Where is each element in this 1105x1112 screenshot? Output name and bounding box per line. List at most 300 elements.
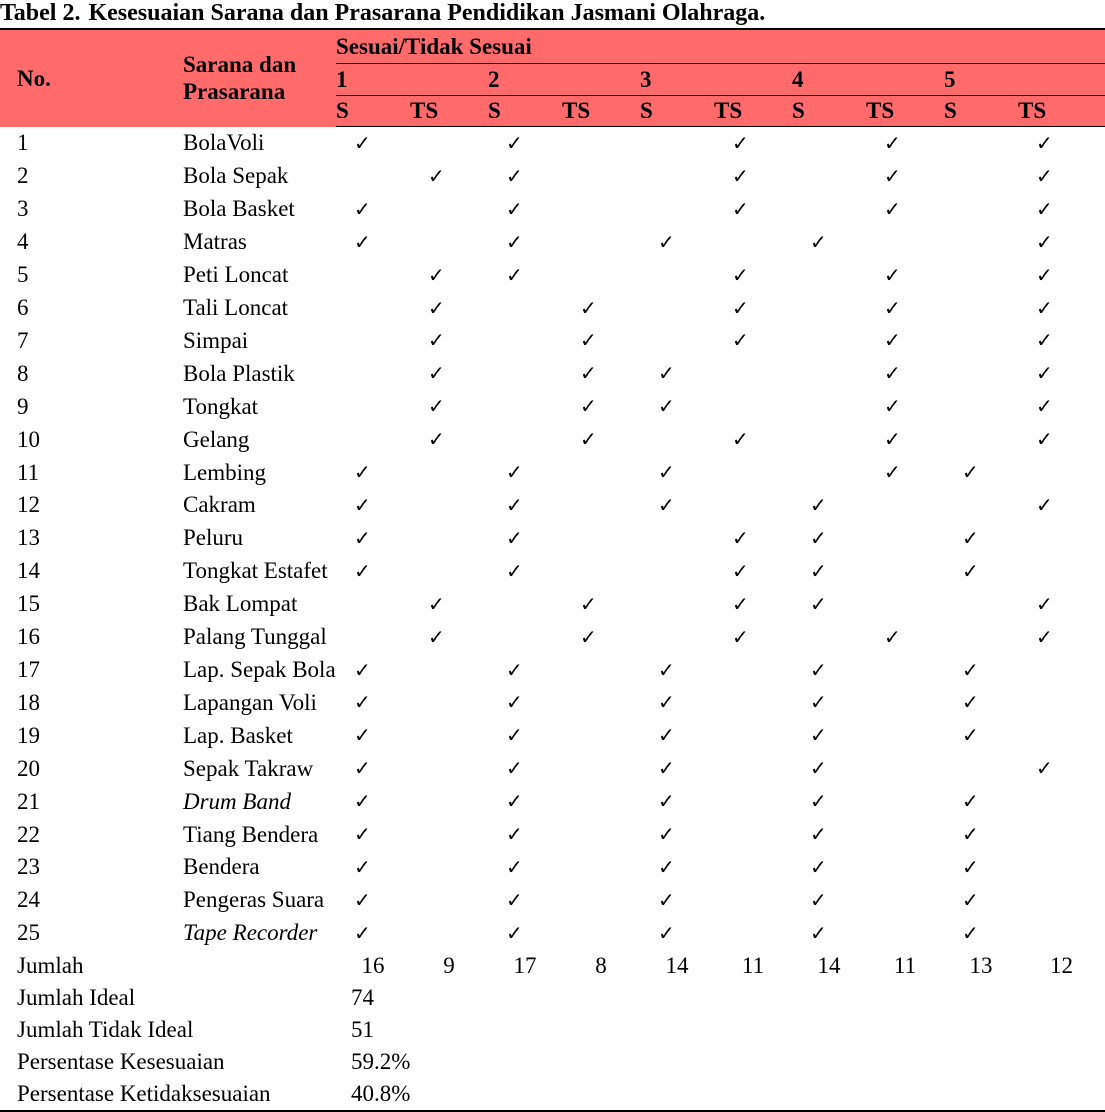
check-mark-icon: ✓ [962, 723, 979, 748]
cell-s [488, 621, 562, 654]
check-mark-icon: ✓ [884, 196, 901, 221]
cell-ts [1018, 555, 1105, 588]
cell-ts [410, 127, 488, 160]
header-ts-2: TS [562, 96, 640, 127]
cell-s [944, 522, 1018, 555]
caption-title: Kesesuaian Sarana dan Prasarana Pendidikan Jasmani Olahraga. [88, 0, 766, 26]
check-mark-icon: ✓ [354, 525, 371, 550]
check-mark-icon: ✓ [506, 229, 523, 254]
check-mark-icon: ✓ [354, 920, 371, 945]
row-item-name: Cakram [183, 492, 256, 518]
row-number: 10 [17, 426, 40, 452]
cell-ts [1018, 259, 1105, 292]
cell-ts [714, 555, 792, 588]
cell-ts [562, 324, 640, 357]
cell-s [488, 357, 562, 390]
cell-ts [1018, 654, 1105, 687]
check-mark-icon: ✓ [428, 163, 445, 188]
cell-ts [410, 621, 488, 654]
cell-s [488, 423, 562, 456]
cell-ts [410, 555, 488, 588]
table-row [0, 785, 1105, 818]
cell-s [336, 785, 410, 818]
cell-s [640, 160, 714, 193]
table-row [0, 357, 1105, 390]
cell-ts [410, 588, 488, 621]
cell-s [488, 160, 562, 193]
cell-s [792, 292, 866, 325]
check-mark-icon: ✓ [428, 328, 445, 353]
summary-ideal-value: 74 [351, 984, 374, 1010]
cell-ts [1018, 390, 1105, 423]
cell-ts [866, 884, 944, 917]
cell-s [944, 654, 1018, 687]
cell-ts [714, 423, 792, 456]
cell-ts [1018, 752, 1105, 785]
table-row [0, 160, 1105, 193]
check-mark-icon: ✓ [732, 196, 749, 221]
check-mark-icon: ✓ [1036, 196, 1053, 221]
cell-ts [1018, 686, 1105, 719]
cell-s [792, 884, 866, 917]
cell-s [944, 686, 1018, 719]
cell-s [488, 259, 562, 292]
cell-s [488, 654, 562, 687]
summary-jumlah-row [0, 950, 1105, 982]
cell-s [488, 522, 562, 555]
cell-ts [1018, 292, 1105, 325]
cell-s [640, 884, 714, 917]
cell-s [336, 522, 410, 555]
table-row [0, 719, 1105, 752]
cell-s [792, 555, 866, 588]
check-mark-icon: ✓ [732, 427, 749, 452]
cell-ts [1018, 851, 1105, 884]
row-number: 25 [17, 920, 40, 946]
cell-ts [410, 357, 488, 390]
check-mark-icon: ✓ [1036, 394, 1053, 419]
cell-ts [714, 456, 792, 489]
row-number: 8 [17, 360, 29, 386]
check-mark-icon: ✓ [884, 262, 901, 287]
check-mark-icon: ✓ [354, 723, 371, 748]
cell-s [944, 785, 1018, 818]
check-mark-icon: ✓ [732, 262, 749, 287]
table-row [0, 752, 1105, 785]
cell-ts [866, 621, 944, 654]
cell-s [488, 292, 562, 325]
cell-s [336, 292, 410, 325]
cell-s [488, 390, 562, 423]
cell-s [944, 127, 1018, 160]
check-mark-icon: ✓ [732, 295, 749, 320]
table-row [0, 489, 1105, 522]
check-mark-icon: ✓ [884, 460, 901, 485]
header-s-2: S [488, 96, 562, 127]
header-school-1: 1 [336, 64, 488, 96]
check-mark-icon: ✓ [580, 624, 597, 649]
table-row [0, 127, 1105, 160]
row-number: 17 [17, 657, 40, 682]
row-item-name: Lapangan Voli [183, 689, 317, 715]
check-mark-icon: ✓ [506, 460, 523, 485]
table-row [0, 621, 1105, 654]
cell-ts [410, 390, 488, 423]
cell-s [792, 522, 866, 555]
check-mark-icon: ✓ [506, 492, 523, 517]
check-mark-icon: ✓ [962, 887, 979, 912]
cell-ts [714, 818, 792, 851]
row-number: 6 [17, 295, 29, 321]
summary-jumlah-value: 17 [513, 952, 537, 978]
check-mark-icon: ✓ [354, 131, 371, 155]
check-mark-icon: ✓ [506, 854, 523, 879]
cell-ts [562, 686, 640, 719]
cell-s [336, 654, 410, 687]
check-mark-icon: ✓ [1036, 756, 1053, 781]
check-mark-icon: ✓ [1036, 624, 1053, 649]
cell-s [488, 884, 562, 917]
header-school-3: 3 [640, 64, 792, 96]
header-ts-3: TS [714, 96, 792, 127]
cell-s [488, 851, 562, 884]
cell-s [944, 324, 1018, 357]
row-item-name: Peti Loncat [183, 262, 289, 288]
cell-s [640, 390, 714, 423]
check-mark-icon: ✓ [658, 460, 675, 485]
check-mark-icon: ✓ [354, 229, 371, 254]
cell-s [944, 752, 1018, 785]
cell-s [336, 818, 410, 851]
cell-ts [410, 226, 488, 259]
cell-ts [1018, 522, 1105, 555]
summary-tidak-ideal-row [0, 1014, 1105, 1046]
cell-ts [562, 456, 640, 489]
check-mark-icon: ✓ [810, 854, 827, 879]
check-mark-icon: ✓ [732, 525, 749, 550]
check-mark-icon: ✓ [962, 690, 979, 715]
check-mark-icon: ✓ [506, 262, 523, 287]
row-item-name: Bola Sepak [183, 163, 289, 189]
cell-s [944, 917, 1018, 950]
check-mark-icon: ✓ [354, 196, 371, 221]
cell-ts [1018, 357, 1105, 390]
row-item-name: Simpai [183, 327, 249, 353]
cell-ts [866, 818, 944, 851]
cell-ts [562, 127, 640, 160]
check-mark-icon: ✓ [658, 361, 675, 386]
cell-ts [866, 785, 944, 818]
cell-s [640, 752, 714, 785]
cell-ts [410, 917, 488, 950]
table-row [0, 390, 1105, 423]
cell-ts [562, 555, 640, 588]
check-mark-icon: ✓ [884, 361, 901, 386]
cell-s [944, 851, 1018, 884]
row-item-name: Tape Recorder [183, 920, 318, 946]
check-mark-icon: ✓ [580, 591, 597, 616]
header-item-label: Sarana dan Prasarana [183, 52, 297, 105]
cell-ts [714, 752, 792, 785]
cell-ts [1018, 818, 1105, 851]
header-ts-4: TS [866, 96, 944, 127]
row-item-name: Bak Lompat [183, 591, 298, 617]
cell-ts [1018, 226, 1105, 259]
check-mark-icon: ✓ [884, 328, 901, 353]
check-mark-icon: ✓ [428, 427, 445, 452]
cell-s [944, 456, 1018, 489]
cell-s [792, 686, 866, 719]
cell-s [640, 522, 714, 555]
header-group: Sesuai/Tidak Sesuai [336, 29, 1105, 64]
cell-ts [866, 588, 944, 621]
table-row [0, 588, 1105, 621]
check-mark-icon: ✓ [810, 756, 827, 781]
summary-jumlah-value: 13 [969, 952, 993, 978]
cell-s [792, 752, 866, 785]
check-mark-icon: ✓ [580, 361, 597, 386]
check-mark-icon: ✓ [428, 262, 445, 287]
summary-ideal-row [0, 982, 1105, 1014]
cell-s [336, 390, 410, 423]
check-mark-icon: ✓ [506, 131, 523, 155]
cell-s [640, 127, 714, 160]
cell-ts [410, 686, 488, 719]
cell-s [488, 127, 562, 160]
cell-s [944, 588, 1018, 621]
cell-ts [410, 456, 488, 489]
row-number: 3 [17, 196, 29, 222]
summary-ideal-label: Jumlah Ideal [17, 984, 136, 1010]
cell-s [640, 851, 714, 884]
cell-ts [714, 226, 792, 259]
check-mark-icon: ✓ [732, 624, 749, 649]
cell-ts [410, 193, 488, 226]
check-mark-icon: ✓ [962, 822, 979, 847]
table-row [0, 851, 1105, 884]
cell-ts [866, 357, 944, 390]
cell-ts [714, 917, 792, 950]
cell-ts [1018, 423, 1105, 456]
cell-s [336, 621, 410, 654]
check-mark-icon: ✓ [506, 723, 523, 748]
cell-ts [866, 292, 944, 325]
cell-ts [410, 489, 488, 522]
summary-tidak-ideal-label: Jumlah Tidak Ideal [17, 1016, 194, 1042]
check-mark-icon: ✓ [658, 789, 675, 814]
cell-ts [562, 259, 640, 292]
cell-ts [410, 522, 488, 555]
table-row [0, 522, 1105, 555]
row-item-name: Lap. Basket [183, 722, 293, 748]
check-mark-icon: ✓ [810, 822, 827, 847]
cell-ts [562, 193, 640, 226]
check-mark-icon: ✓ [1036, 131, 1053, 155]
header-ts-5: TS [1018, 96, 1105, 127]
row-number: 16 [17, 624, 40, 650]
check-mark-icon: ✓ [506, 920, 523, 945]
cell-ts [410, 423, 488, 456]
check-mark-icon: ✓ [354, 887, 371, 912]
cell-ts [562, 423, 640, 456]
cell-ts [866, 193, 944, 226]
cell-ts [866, 555, 944, 588]
row-item-name: BolaVoli [183, 130, 265, 156]
cell-s [944, 555, 1018, 588]
check-mark-icon: ✓ [962, 789, 979, 814]
table-row [0, 324, 1105, 357]
check-mark-icon: ✓ [354, 460, 371, 485]
cell-ts [410, 292, 488, 325]
cell-ts [714, 160, 792, 193]
cell-s [640, 357, 714, 390]
cell-s [488, 588, 562, 621]
check-mark-icon: ✓ [732, 591, 749, 616]
check-mark-icon: ✓ [428, 361, 445, 386]
check-mark-icon: ✓ [354, 690, 371, 715]
cell-ts [562, 522, 640, 555]
cell-ts [714, 357, 792, 390]
cell-s [336, 719, 410, 752]
check-mark-icon: ✓ [810, 657, 827, 682]
row-number: 1 [17, 130, 29, 156]
cell-ts [866, 423, 944, 456]
cell-ts [866, 489, 944, 522]
table-body [0, 127, 1105, 950]
cell-ts [714, 522, 792, 555]
cell-s [336, 423, 410, 456]
check-mark-icon: ✓ [658, 756, 675, 781]
cell-ts [562, 818, 640, 851]
cell-ts [1018, 588, 1105, 621]
row-item-name: Tongkat [183, 393, 259, 419]
check-mark-icon: ✓ [732, 328, 749, 353]
cell-s [640, 193, 714, 226]
cell-ts [866, 127, 944, 160]
check-mark-icon: ✓ [658, 394, 675, 419]
check-mark-icon: ✓ [506, 657, 523, 682]
check-mark-icon: ✓ [810, 690, 827, 715]
cell-ts [410, 818, 488, 851]
cell-ts [410, 851, 488, 884]
table-row [0, 226, 1105, 259]
cell-ts [562, 160, 640, 193]
summary-kesesuaian-row [0, 1046, 1105, 1078]
cell-s [792, 621, 866, 654]
cell-ts [714, 654, 792, 687]
row-item-name: Matras [183, 229, 247, 255]
cell-ts [714, 324, 792, 357]
cell-s [944, 884, 1018, 917]
cell-s [792, 193, 866, 226]
row-item-name: Palang Tunggal [183, 624, 327, 650]
cell-s [640, 686, 714, 719]
cell-s [792, 785, 866, 818]
check-mark-icon: ✓ [658, 690, 675, 715]
cell-ts [410, 785, 488, 818]
header-school-4: 4 [792, 64, 944, 96]
check-mark-icon: ✓ [884, 295, 901, 320]
cell-s [792, 259, 866, 292]
check-mark-icon: ✓ [506, 558, 523, 583]
check-mark-icon: ✓ [884, 163, 901, 188]
cell-ts [866, 324, 944, 357]
cell-ts [562, 621, 640, 654]
cell-s [336, 884, 410, 917]
cell-s [944, 719, 1018, 752]
cell-s [792, 917, 866, 950]
check-mark-icon: ✓ [1036, 229, 1053, 254]
cell-ts [1018, 456, 1105, 489]
cell-ts [1018, 489, 1105, 522]
cell-s [336, 686, 410, 719]
row-number: 24 [17, 887, 40, 913]
summary-kesesuaian-value: 59.2% [351, 1048, 411, 1074]
check-mark-icon: ✓ [580, 427, 597, 452]
cell-s [336, 127, 410, 160]
header-item [84, 29, 336, 127]
row-item-name: Tongkat Estafet [183, 558, 328, 584]
check-mark-icon: ✓ [962, 854, 979, 879]
cell-s [944, 292, 1018, 325]
summary-jumlah-value: 16 [361, 952, 385, 978]
header-s-1: S [336, 96, 410, 127]
cell-ts [410, 884, 488, 917]
check-mark-icon: ✓ [732, 558, 749, 583]
check-mark-icon: ✓ [810, 558, 827, 583]
check-mark-icon: ✓ [810, 591, 827, 616]
caption-label: Tabel 2. [0, 0, 81, 26]
header-s-5: S [944, 96, 1018, 127]
cell-ts [562, 292, 640, 325]
table-row [0, 259, 1105, 292]
cell-ts [866, 686, 944, 719]
cell-ts [562, 785, 640, 818]
cell-s [792, 818, 866, 851]
cell-s [792, 588, 866, 621]
cell-ts [562, 390, 640, 423]
cell-s [488, 785, 562, 818]
check-mark-icon: ✓ [1036, 427, 1053, 452]
check-mark-icon: ✓ [810, 920, 827, 945]
check-mark-icon: ✓ [810, 723, 827, 748]
cell-ts [410, 160, 488, 193]
cell-ts [866, 226, 944, 259]
cell-s [336, 456, 410, 489]
row-item-name: Pengeras Suara [183, 887, 325, 913]
cell-ts [866, 522, 944, 555]
cell-ts [562, 752, 640, 785]
cell-ts [1018, 719, 1105, 752]
cell-ts [866, 851, 944, 884]
cell-ts [714, 719, 792, 752]
table-row [0, 423, 1105, 456]
check-mark-icon: ✓ [354, 657, 371, 682]
cell-s [640, 259, 714, 292]
check-mark-icon: ✓ [580, 295, 597, 320]
cell-ts [866, 390, 944, 423]
cell-ts [1018, 324, 1105, 357]
table-row [0, 917, 1105, 950]
row-number: 2 [17, 163, 29, 189]
row-item-name: Peluru [183, 525, 244, 551]
cell-s [640, 292, 714, 325]
cell-s [944, 489, 1018, 522]
row-number: 23 [17, 854, 40, 880]
cell-s [488, 752, 562, 785]
check-mark-icon: ✓ [506, 789, 523, 814]
cell-ts [714, 588, 792, 621]
